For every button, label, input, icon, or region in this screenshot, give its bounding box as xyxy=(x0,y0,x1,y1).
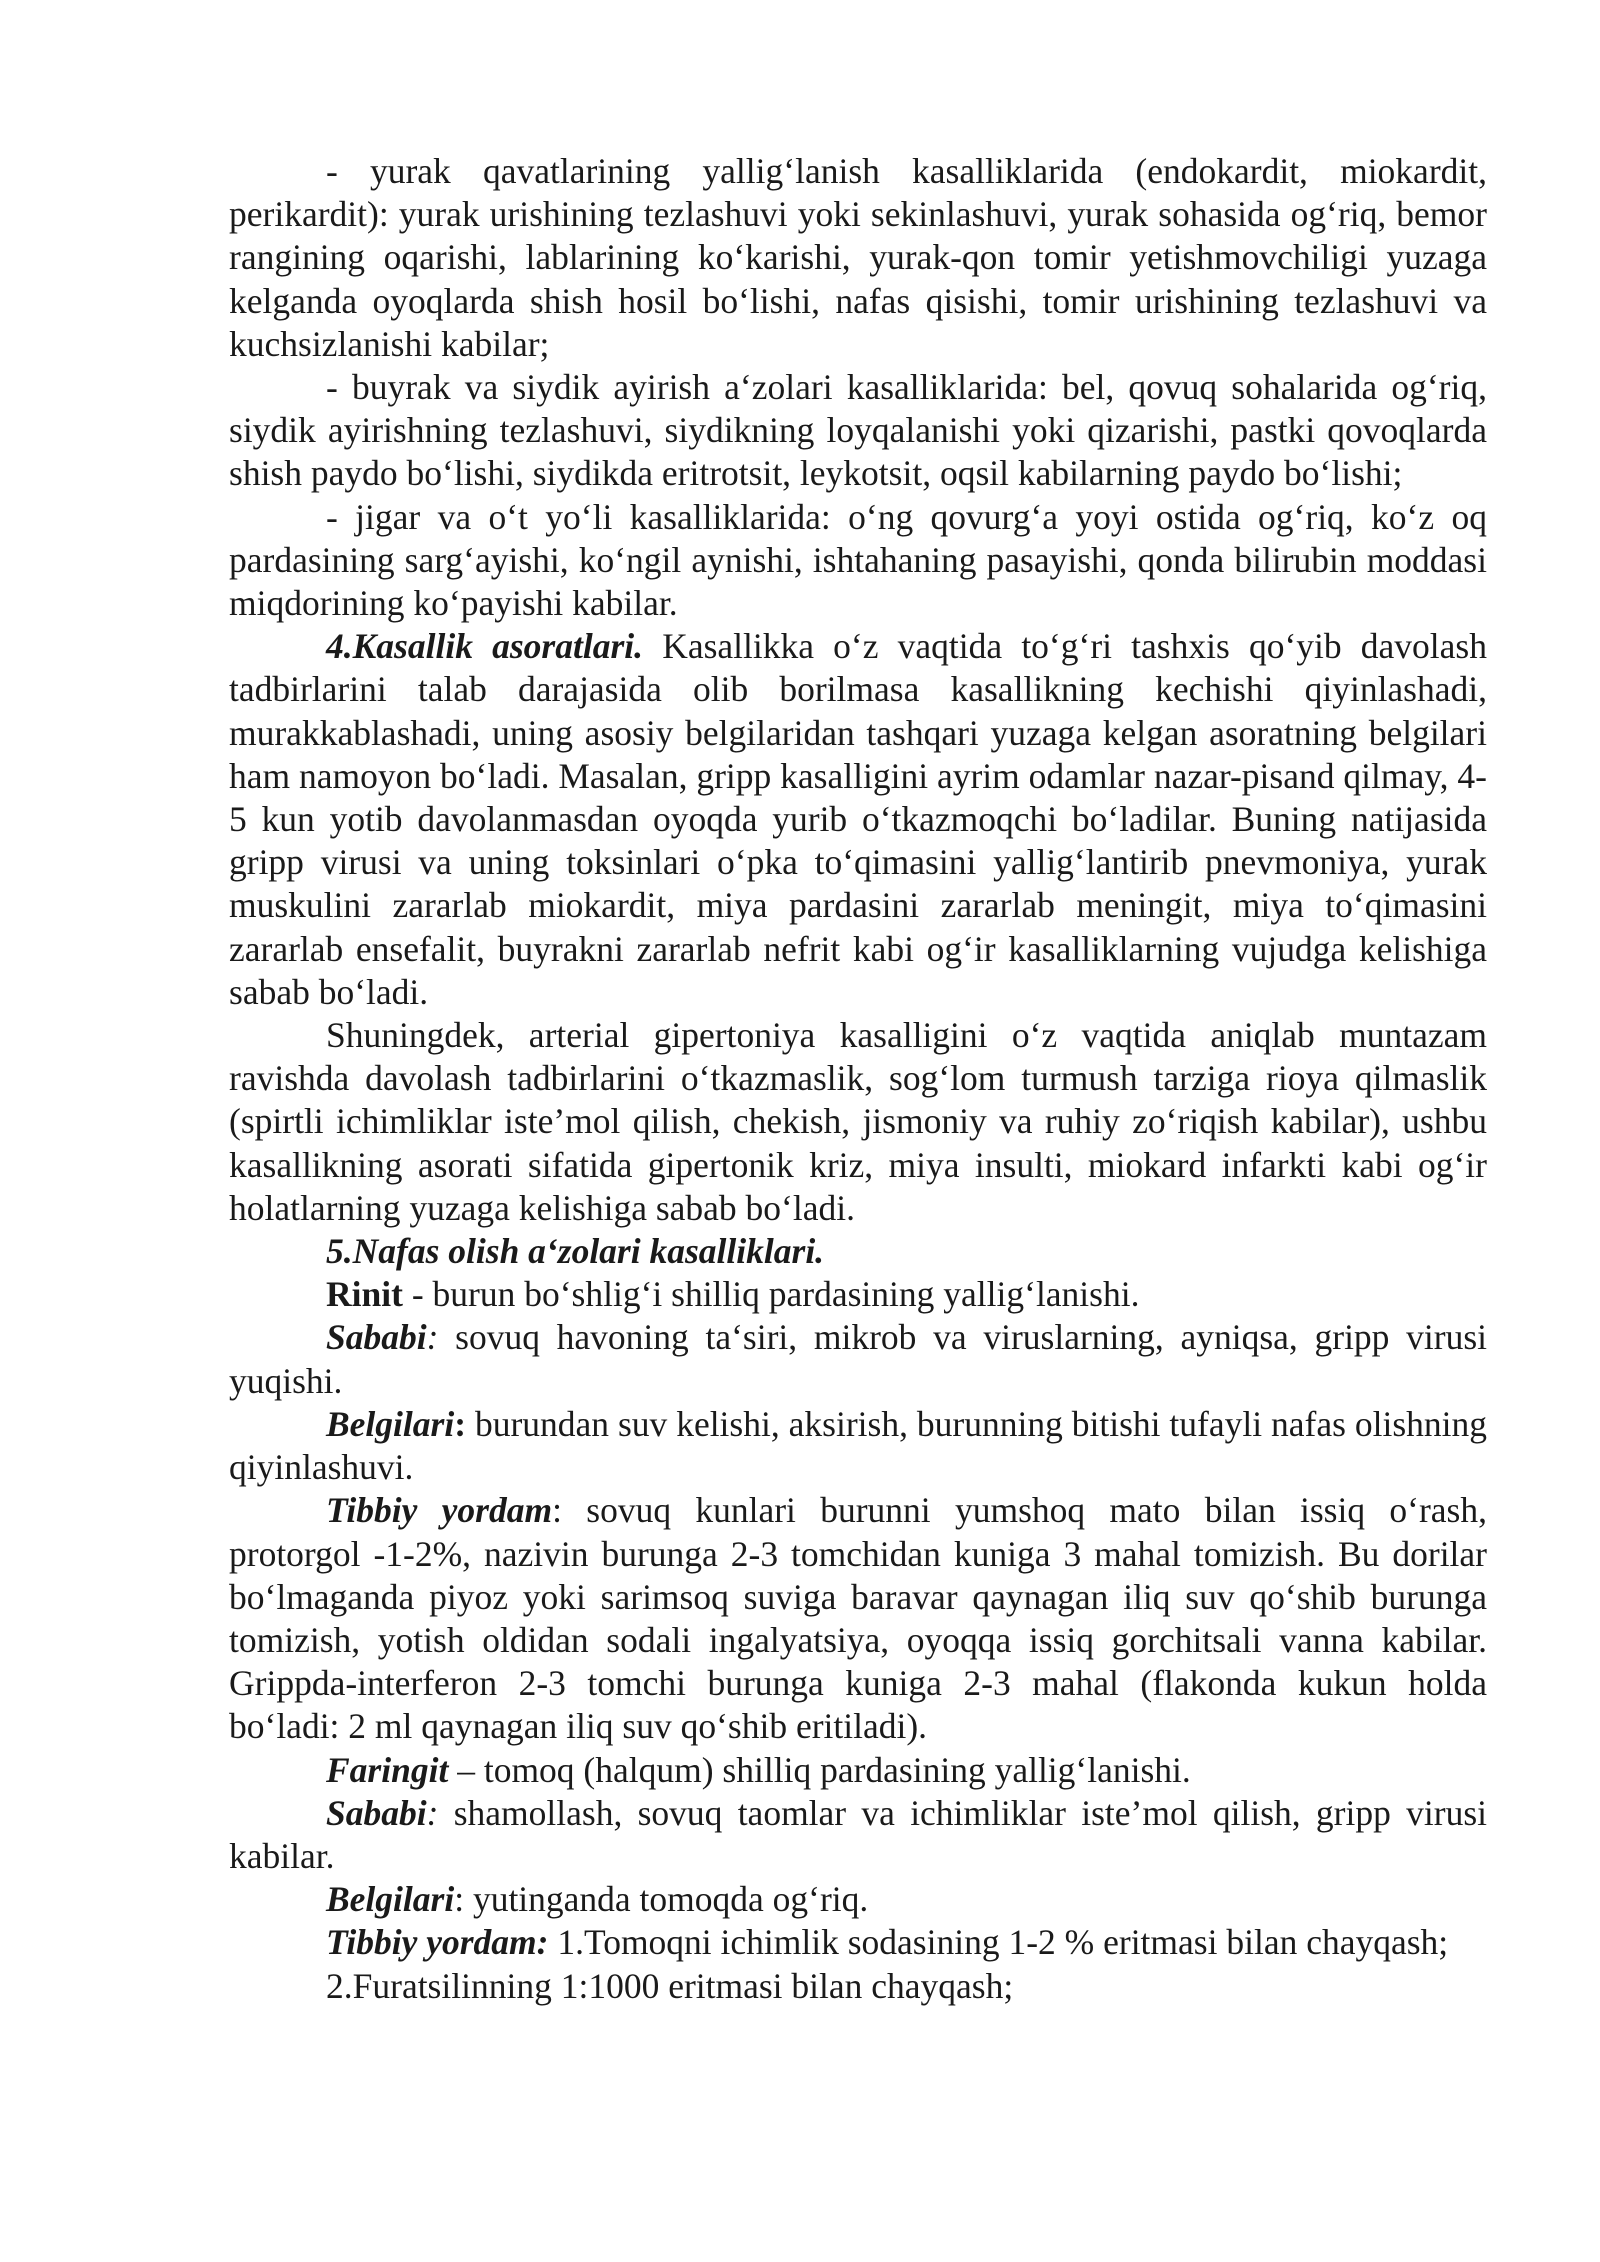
paragraph-liver-diseases xyxy=(229,496,1487,626)
label-colon: : xyxy=(426,1317,439,1358)
section-heading-text: 5.Nafas olish a‘zolari kasalliklari. xyxy=(326,1231,825,1272)
paragraph-rinit-treatment xyxy=(229,1489,1487,1748)
term-rinit: Rinit xyxy=(326,1274,403,1315)
label-cause: Sababi xyxy=(326,1317,427,1358)
paragraph-faringit-cause xyxy=(229,1792,1487,1878)
label-treatment: Tibbiy yordam xyxy=(326,1490,553,1531)
paragraph-faringit-treatment-2 xyxy=(229,1965,1487,2008)
label-symptoms: Belgilari xyxy=(326,1403,455,1444)
paragraph-text: sovuq havoning ta‘siri, mikrob va viruslarning, ayniqsa, gripp virusi yuqishi. xyxy=(229,1317,1487,1401)
label-colon: : xyxy=(454,1403,467,1444)
section-heading-complications: 4.Kasallik asoratlari. xyxy=(326,626,644,667)
paragraph-text: – tomoq (halqum) shilliq pardasining yallig‘lanishi. xyxy=(448,1749,1191,1790)
paragraph-text: : sovuq kunlari burunni yumshoq mato bilan issiq o‘rash, protorgol -1-2%, nazivin burunga 2-3 tomchidan kuniga 3 mahal tomizish. Bu dorilar bo‘lmaganda piyoz yoki sarimsoq suviga baravar qaynagan iliq suv qo‘shib burunga tomizish, yotish oldidan sodali ingalyatsiya, oyoqqa issiq gorchitsali vanna kabilar. Grippda-interferon 2-3 tomchi burunga kuniga 2-3 mahal (flakonda kukun holda bo‘ladi: 2 ml qaynagan iliq suv qo‘shib eritiladi). xyxy=(229,1490,1487,1747)
paragraph-text: : yutinganda tomoqda og‘riq. xyxy=(454,1879,869,1920)
paragraph-text: Shuningdek, arterial gipertoniya kasalligini o‘z vaqtida aniqlab muntazam ravishda davolash tadbirlarini o‘tkazmaslik, sog‘lom turmush tarziga rioya qilmaslik (spirtli ichimliklar iste’mol qilish, chekish, jismoniy va ruhiy zo‘riqish kabilar), ushbu kasallikning asorati sifatida gipertonik kriz, miya insulti, miokard infarkti kabi og‘ir holatlarning yuzaga kelishiga sabab bo‘ladi. xyxy=(229,1015,1487,1228)
paragraph-text: 1.Tomoqni ichimlik sodasining 1-2 % eritmasi bilan chayqash; xyxy=(548,1922,1449,1963)
paragraph-text: burundan suv kelishi, aksirish, burunning bitishi tufayli nafas olishning qiyinlashuvi. xyxy=(229,1403,1487,1488)
paragraph-complications xyxy=(229,625,1487,1014)
term-faringit: Faringit xyxy=(326,1749,449,1790)
paragraph-faringit-symptoms xyxy=(229,1878,1487,1921)
paragraph-text: shamollash, sovuq taomlar va ichimliklar iste’mol qilish, gripp virusi kabilar. xyxy=(229,1792,1487,1876)
paragraph-faringit-treatment-1 xyxy=(229,1921,1487,1964)
paragraph-kidney-diseases xyxy=(229,366,1487,496)
paragraph-text: - yurak qavatlarining yallig‘lanish kasalliklarida (endokardit, miokardit, perikardit): yurak urishining tezlashuvi yoki sekinlashuvi, yurak sohasida og‘riq, bemor rangining oqarishi, lablarining ko‘karishi, yurak-qon tomir yetishmovchiligi yuzaga kelganda oyoqlarda shish hosil bo‘lishi, nafas qisishi, tomir urishining tezlashuvi va kuchsizlanishi kabilar; xyxy=(229,151,1487,364)
paragraph-rinit-symptoms xyxy=(229,1403,1487,1489)
paragraph-text: - buyrak va siydik ayirish a‘zolari kasalliklarida: bel, qovuq sohalarida og‘riq, siydik ayirishning tezlashuvi, siydikning loyqalanishi yoki qizarishi, pastki qovoqlarda shish paydo bo‘lishi, siydikda eritrotsit, leykotsit, oqsil kabilarning paydo bo‘lishi; xyxy=(229,367,1487,494)
label-cause: Sababi xyxy=(326,1792,427,1833)
paragraph-text: - burun bo‘shlig‘i shilliq pardasining yallig‘lanishi. xyxy=(402,1274,1140,1315)
label-treatment: Tibbiy yordam: xyxy=(326,1922,549,1963)
paragraph-text: 2.Furatsilinning 1:1000 eritmasi bilan chayqash; xyxy=(326,1965,1014,2006)
paragraph-faringit-definition xyxy=(229,1749,1487,1792)
paragraph-text: - jigar va o‘t yo‘li kasalliklarida: o‘ng qovurg‘a yoyi ostida og‘riq, ko‘z oq pardasining sarg‘ayishi, ko‘ngil aynishi, ishtahaning pasayishi, qonda bilirubin moddasi miqdorining ko‘payishi kabilar. xyxy=(229,496,1487,624)
paragraph-text: Kasallikka o‘z vaqtida to‘g‘ri tashxis qo‘yib davolash tadbirlarini talab darajasida olib borilmasa kasallikning kechishi qiyinlashadi, murakkablashadi, uning asosiy belgilaridan tashqari yuzaga kelgan asoratning belgilari ham namoyon bo‘ladi. Masalan, gripp kasalligini ayrim odamlar nazar-pisand qilmay, 4-5 kun yotib davolanmasdan oyoqda yurib o‘tkazmoqchi bo‘ladilar. Buning natijasida gripp virusi va uning toksinlari o‘pka to‘qimasini yallig‘lantirib pnevmoniya, yurak muskulini zararlab miokardit, miya pardasini zararlab meningit, miya to‘qimasini zararlab ensefalit, buyrakni zararlab nefrit kabi og‘ir kasalliklarning vujudga kelishiga sabab bo‘ladi. xyxy=(229,626,1487,1012)
paragraph-hypertension xyxy=(229,1014,1487,1230)
paragraph-heart-diseases xyxy=(229,150,1487,366)
label-colon: : xyxy=(426,1792,439,1833)
paragraph-rinit-cause xyxy=(229,1316,1487,1402)
label-symptoms: Belgilari xyxy=(326,1879,455,1920)
paragraph-rinit-definition xyxy=(229,1273,1487,1316)
section-heading-respiratory xyxy=(229,1230,1487,1273)
